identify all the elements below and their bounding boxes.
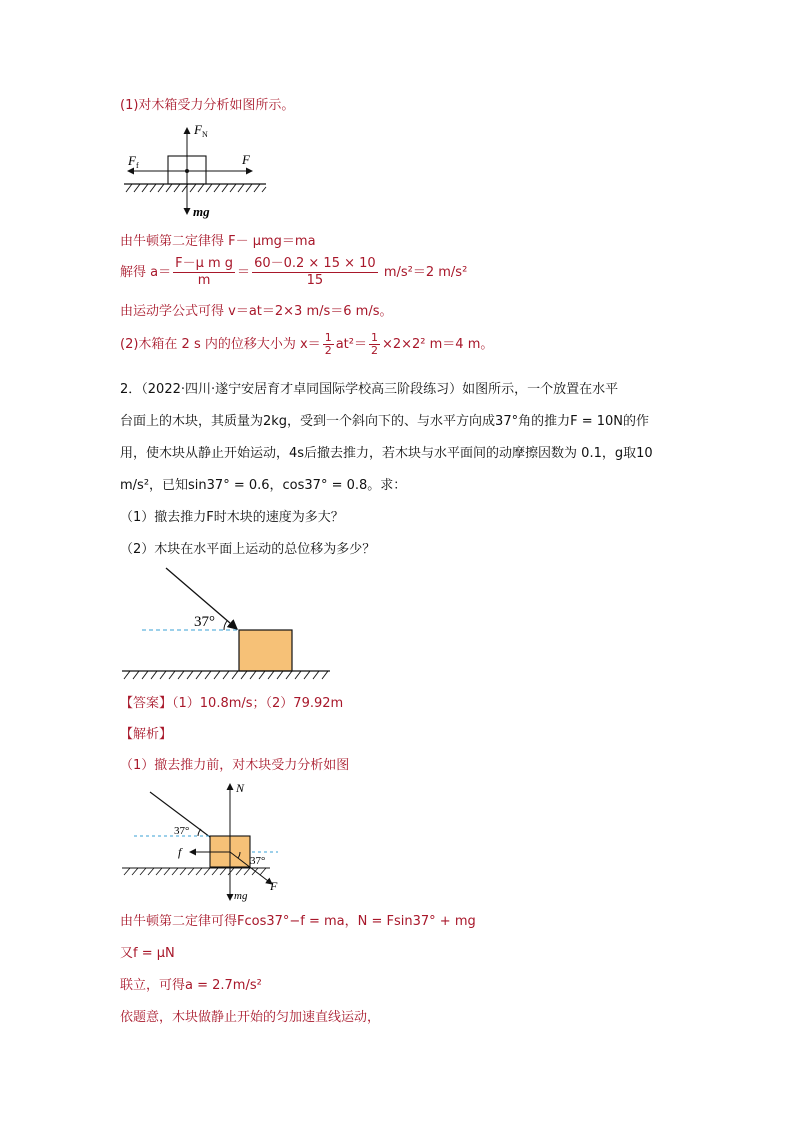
free-body-diagram-box — [118, 118, 278, 224]
sol1-displacement: (2)木箱在 2 s 内的位移大小为 x＝ $\frac{1}{2}$ at²＝ $\frac{1}{2}$ ×2×2² m＝4 m。 — [120, 331, 494, 357]
analysis-diagram — [118, 778, 298, 904]
wood-block — [239, 630, 292, 671]
q2-line-3: 用，使木块从静止开始运动，4s后撤去推力，若木块与水平面间的动摩擦因数为 0.1，g取10 — [120, 446, 653, 461]
analysis-motion: 依题意，木块做静止开始的匀加速直线运动， — [120, 1010, 381, 1025]
problem-diagram — [118, 562, 338, 682]
analysis-newton: 由牛顿第二定律可得Fcos37°−f = ma，N = Fsin37° + mg — [120, 914, 476, 929]
sol1-velocity: 由运动学公式可得 v＝at＝2×3 m/s＝6 m/s。 — [120, 304, 393, 319]
sol1-intro: (1)对木箱受力分析如图所示。 — [120, 98, 295, 113]
analysis-combine: 联立，可得a = 2.7m/s² — [120, 978, 262, 993]
analysis-friction-eq: 又f = μN — [120, 946, 175, 961]
analysis-heading: 【解析】 — [120, 727, 173, 742]
svg-text:Ff: $F_f$ — [128, 153, 139, 170]
label-friction: f — [178, 845, 182, 859]
analysis-angle-2: 37° — [250, 855, 266, 867]
sol1-newton-law: 由牛顿第二定律得 F－ μmg＝ma — [120, 234, 316, 249]
label-mg: mg — [193, 204, 210, 219]
angle-label: 37° — [194, 614, 215, 630]
analysis-step-1: （1）撤去推力前，对木块受力分析如图 — [120, 758, 350, 773]
analysis-angle-1: 37° — [174, 825, 190, 837]
q2-sub-2: （2）木块在水平面上运动的总位移为多少？ — [120, 542, 376, 557]
label-f: F — [242, 152, 250, 167]
label-ff: F — [128, 153, 136, 168]
answer-line: 【答案】（1）10.8m/s；（2）79.92m — [120, 696, 344, 711]
svg-text:FN: $F_N$ — [194, 122, 208, 139]
q2-sub-1: （1）撤去推力F时木块的速度为多大？ — [120, 510, 344, 525]
label-normal: N — [236, 781, 245, 795]
sol1-solve-a: 解得 a＝ $\frac{\text{F－μ m g}}{m}$ ＝ $\frac{60-0.2 \times 15 \times 10}{15}$ m/s²＝2 m/s² — [120, 256, 468, 288]
q2-line-2: 台面上的木块，其质量为2kg，受到一个斜向下的、与水平方向成37°角的推力F = 10N的作 — [120, 414, 649, 429]
label-push: F — [270, 879, 278, 893]
q2-line-4: m/s²，已知sin37° = 0.6，cos37° = 0.8。求： — [120, 478, 407, 493]
label-fn: F — [194, 122, 202, 137]
label-weight: mg — [234, 890, 248, 902]
q2-line-1: 2．（2022·四川·遂宁安居育才卓同国际学校高三阶段练习）如图所示，一个放置在水平 — [120, 382, 619, 397]
